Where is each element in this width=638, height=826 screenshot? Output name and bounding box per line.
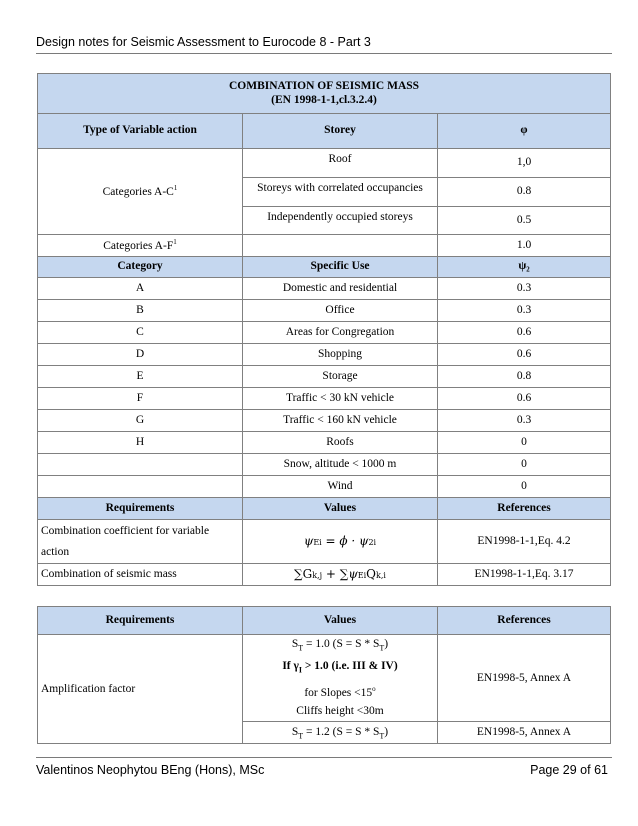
table-row-cat: E <box>38 366 243 388</box>
table-row-use: Roofs <box>243 432 438 454</box>
table-row-psi: 0.6 <box>438 388 611 410</box>
categories-ac-sup: 1 <box>173 183 178 192</box>
req-combination-coefficient: Combination coefficient for variable action <box>38 520 243 564</box>
footer-author: Valentinos Neophytou BEng (Hons), MSc <box>36 763 265 777</box>
ref-annex-a-1: EN1998-5, Annex A <box>438 635 611 722</box>
footer-page-number: Page 29 of 61 <box>530 763 608 777</box>
table-row-cat: H <box>38 432 243 454</box>
table-row-psi: 0.3 <box>438 410 611 432</box>
col-header-psi2: ψ₂ <box>438 257 611 278</box>
col-header-category: Category <box>38 257 243 278</box>
table-row-use: Traffic < 30 kN vehicle <box>243 388 438 410</box>
storey-af <box>243 235 438 257</box>
col-header-values-2: Values <box>243 607 438 635</box>
table-title-cell <box>38 74 611 114</box>
value-line-2: If $\gamma_I > 1.0$ (i.e. III & IV) <box>282 660 398 675</box>
value-line-1: $S_T = 1.0$ $(S = S * S_T)$ <box>291 638 389 653</box>
storey-correlated: Storeys with correlated occupancies <box>243 178 438 207</box>
col-header-requirements: Requirements <box>38 498 243 520</box>
table-row-use: Snow, altitude < 1000 m <box>243 454 438 476</box>
table-row-use: Office <box>243 300 438 322</box>
table-row-psi: 0 <box>438 454 611 476</box>
table-row-cat: F <box>38 388 243 410</box>
table-row-use: Storage <box>243 366 438 388</box>
col-header-storey: Storey <box>243 114 438 149</box>
table-title: COMBINATION OF SEISMIC MASS <box>228 80 420 93</box>
seismic-mass-table <box>37 73 611 586</box>
table-row-use: Traffic < 160 kN vehicle <box>243 410 438 432</box>
table-row-use: Shopping <box>243 344 438 366</box>
ref-eq-4-2: EN1998-1-1,Eq. 4.2 <box>438 520 611 564</box>
col-header-requirements-2: Requirements <box>38 607 243 635</box>
formula-mass-sum: ∑Gk,j + ∑ψEiQk,i <box>243 564 438 586</box>
table-row-cat: B <box>38 300 243 322</box>
table-row-cat: D <box>38 344 243 366</box>
table-row-cat: A <box>38 278 243 300</box>
ref-annex-a-2: EN1998-5, Annex A <box>438 722 611 744</box>
storey-roof: Roof <box>243 149 438 178</box>
categories-ac-cell <box>38 149 243 235</box>
ref-eq-3-17: EN1998-1-1,Eq. 3.17 <box>438 564 611 586</box>
col-header-type: Type of Variable action <box>38 114 243 149</box>
amplification-values <box>243 635 438 722</box>
table-row-psi: 0 <box>438 432 611 454</box>
table-row-psi: 0.3 <box>438 300 611 322</box>
phi-independent: 0.5 <box>438 207 611 235</box>
amplification-table <box>37 606 611 744</box>
col-header-specific-use: Specific Use <box>243 257 438 278</box>
table-row-psi: 0.8 <box>438 366 611 388</box>
table-row-use: Wind <box>243 476 438 498</box>
phi-correlated: 0.8 <box>438 178 611 207</box>
phi-roof: 1,0 <box>438 149 611 178</box>
value-line-4: Cliffs height <30m <box>296 705 384 718</box>
storey-independent: Independently occupied storeys <box>243 207 438 235</box>
table-row-cat: G <box>38 410 243 432</box>
categories-af-label: Categories A-F <box>103 239 174 252</box>
header-rule <box>36 53 612 54</box>
categories-af-sup: 1 <box>173 237 177 246</box>
table-row-psi: 0 <box>438 476 611 498</box>
table-row-cat <box>38 476 243 498</box>
categories-ac-label: Categories A-C <box>102 185 174 198</box>
req-combination-mass: Combination of seismic mass <box>38 564 243 586</box>
table-subtitle: (EN 1998-1-1,cl.3.2.4) <box>271 93 377 106</box>
formula-psi-ei: ψEi = ϕ · ψ2i <box>243 520 438 564</box>
col-header-values: Values <box>243 498 438 520</box>
table-row-psi: 0.6 <box>438 344 611 366</box>
table-row-use: Areas for Congregation <box>243 322 438 344</box>
value-line-3: for Slopes $<15^o$ <box>304 684 376 699</box>
col-header-phi: φ <box>438 114 611 149</box>
page-header: Design notes for Seismic Assessment to Eurocode 8 - Part 3 <box>36 35 371 49</box>
table-row-psi: 0.3 <box>438 278 611 300</box>
amplification-factor-label: Amplification factor <box>38 635 243 744</box>
table-row-use: Domestic and residential <box>243 278 438 300</box>
table-row-psi: 0.6 <box>438 322 611 344</box>
table-row-cat: C <box>38 322 243 344</box>
phi-af: 1.0 <box>438 235 611 257</box>
value-line-5: $S_T = 1.2$ $(S = S * S_T)$ <box>243 722 438 744</box>
table-row-cat <box>38 454 243 476</box>
footer-rule <box>36 757 612 758</box>
col-header-references-2: References <box>438 607 611 635</box>
col-header-references: References <box>438 498 611 520</box>
categories-af-cell <box>38 235 243 257</box>
